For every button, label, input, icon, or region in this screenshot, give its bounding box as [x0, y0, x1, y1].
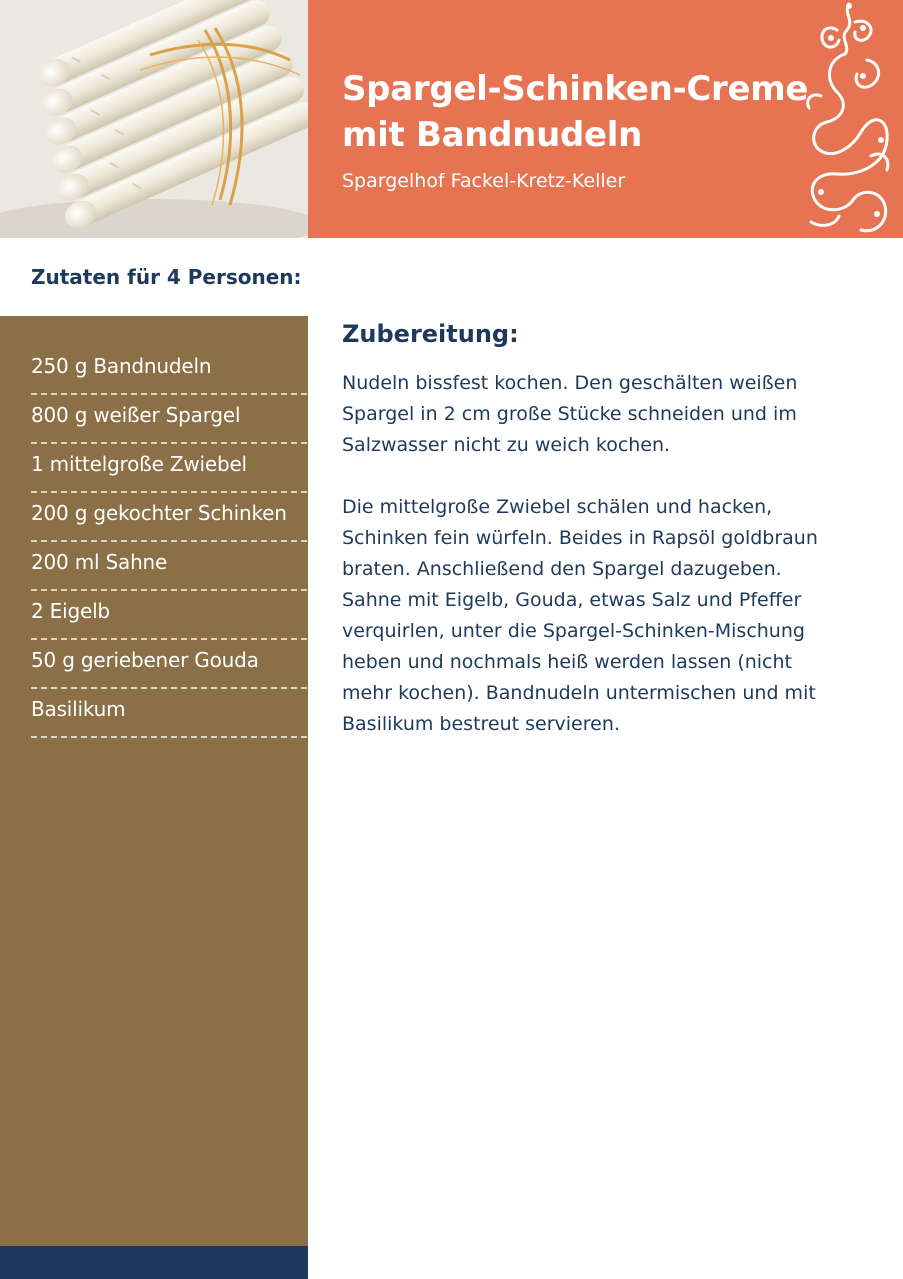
- preparation-text: [342, 368, 842, 771]
- ingredient-item: 200 ml Sahne: [31, 542, 307, 591]
- recipe-title-line-1: Spargel-Schinken-Creme: [342, 69, 809, 109]
- preparation-paragraph: Die mittelgroße Zwiebel schälen und hacken, Schinken fein würfeln. Beides in Rapsöl goldbraun braten. Anschließend den Spargel dazugeben. Sahne mit Eigelb, Gouda, etwas Salz und Pfeffer verquirlen, unter die Spargel-Schinken-Mischung heben und nochmals heiß werden lassen (nicht mehr kochen). Bandnudeln untermischen und mit Basilikum bestreut servieren.: [342, 496, 818, 735]
- recipe-title-line-2: mit Bandnudeln: [342, 115, 643, 155]
- ingredient-item: 2 Eigelb: [31, 591, 307, 640]
- ingredients-sidebar: [0, 316, 308, 1246]
- ingredients-heading: Zutaten für 4 Personen:: [31, 265, 302, 289]
- ingredient-item: 1 mittelgroße Zwiebel: [31, 444, 307, 493]
- ingredient-item: 50 g geriebener Gouda: [31, 640, 307, 689]
- ingredient-item: 250 g Bandnudeln: [31, 346, 307, 395]
- recipe-title: [342, 66, 812, 158]
- recipe-source: Spargelhof Fackel-Kretz-Keller: [342, 170, 626, 192]
- baroque-scroll-ornament-icon: [797, 0, 897, 238]
- footer-bar: [0, 1246, 308, 1279]
- ingredient-item: 200 g gekochter Schinken: [31, 493, 307, 542]
- white-asparagus-bundle-icon: [0, 0, 308, 238]
- ingredients-list: [31, 346, 307, 738]
- title-banner: [308, 0, 903, 238]
- ingredient-item: 800 g weißer Spargel: [31, 395, 307, 444]
- ingredient-item: Basilikum: [31, 689, 307, 738]
- asparagus-photo: [0, 0, 308, 238]
- preparation-heading: Zubereitung:: [342, 320, 519, 348]
- preparation-paragraph: Nudeln bissfest kochen. Den geschälten weißen Spargel in 2 cm große Stücke schneiden und im Salzwasser nicht zu weich kochen.: [342, 372, 798, 456]
